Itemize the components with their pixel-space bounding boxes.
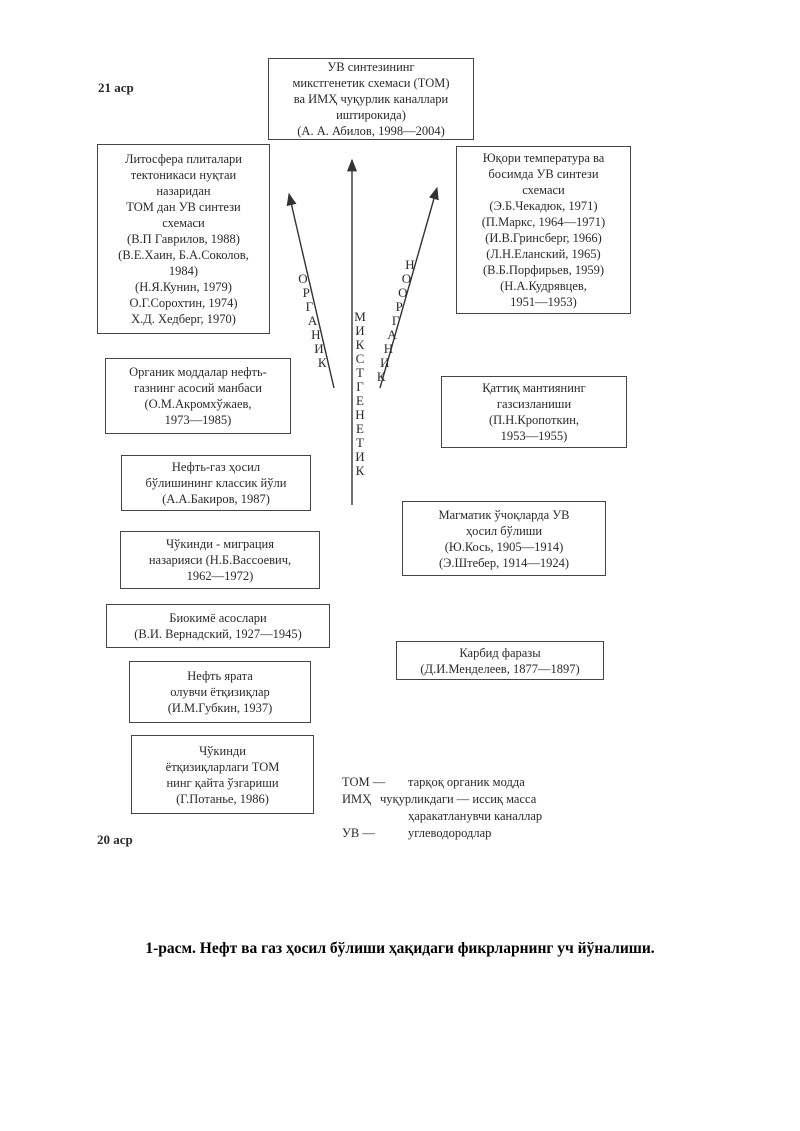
axis-letter: А bbox=[387, 327, 397, 342]
axis-letter: Е bbox=[356, 421, 364, 436]
inorganic-vertical-label bbox=[376, 257, 430, 384]
mixtgenetic-vertical-label bbox=[350, 310, 370, 478]
box-line: (Л.Н.Еланский, 1965) bbox=[486, 247, 601, 261]
box-line: (Д.И.Менделеев, 1877—1897) bbox=[420, 661, 580, 676]
box-line: (Э.Штебер, 1914—1924) bbox=[438, 555, 570, 570]
box-line: газсизланиши bbox=[496, 397, 572, 411]
box-line: Х.Д. Хедберг, 1970) bbox=[131, 312, 236, 326]
box-line: схемаси bbox=[522, 183, 565, 197]
legend-row bbox=[342, 791, 622, 808]
figure-caption: 1-расм. Нефт ва газ ҳосил бўлиши ҳақидаги фикрларнинг уч йўналиши. bbox=[145, 940, 655, 957]
axis-letter: Е bbox=[356, 393, 364, 408]
box-line: (Н.А.Кудрявцев, bbox=[500, 279, 587, 293]
box-line: (О.М.Акромхўжаев, bbox=[144, 397, 252, 411]
legend-abbr: УВ — bbox=[342, 826, 375, 840]
box-line: Қаттиқ мантиянинг bbox=[482, 381, 586, 395]
legend bbox=[342, 774, 622, 842]
axis-letter: Г bbox=[356, 379, 364, 394]
axis-letter: К bbox=[376, 369, 386, 384]
box-line: (Ю.Кось, 1905—1914) bbox=[444, 539, 564, 554]
box-line: тектоникаси нуқтаи bbox=[130, 168, 237, 182]
legend-definition: углеводородлар bbox=[408, 826, 492, 840]
legend-definition: чуқурликдаги — иссиқ масса bbox=[380, 792, 537, 806]
box-line: О.Г.Сорохтин, 1974) bbox=[129, 296, 238, 310]
legend-row bbox=[342, 825, 622, 842]
box-line: бўлишининг классик йўли bbox=[145, 476, 287, 490]
box-line: Магматик ўчоқларда УВ bbox=[438, 507, 570, 522]
box-line: Биокимё асослари bbox=[169, 611, 267, 625]
axis-letter: Т bbox=[356, 435, 364, 450]
legend-row bbox=[342, 808, 622, 825]
box-line: ётқизиқларлаги ТОМ bbox=[165, 759, 280, 774]
box-line: (И.В.Гринсберг, 1966) bbox=[485, 231, 602, 245]
axis-letter: С bbox=[355, 351, 365, 366]
axis-letter: К bbox=[355, 337, 365, 352]
box-line: 1951—1953) bbox=[510, 295, 577, 309]
box-line: Юқори температура ва bbox=[482, 151, 605, 165]
box-line: Чўкинди bbox=[199, 743, 246, 758]
box-line: (А. А. Абилов, 1998—2004) bbox=[297, 124, 445, 138]
organic-vertical-label bbox=[283, 271, 327, 370]
legend-row bbox=[342, 774, 622, 791]
axis-letter: Н bbox=[405, 257, 415, 272]
box-line: (В.П Гаврилов, 1988) bbox=[127, 232, 240, 246]
box-line: Нефть-газ ҳосил bbox=[171, 460, 261, 474]
axis-letter: Н bbox=[383, 341, 394, 356]
legend-definition: ҳаракатланувчи каналлар bbox=[408, 809, 543, 823]
box-line: (В.Б.Порфирьев, 1959) bbox=[482, 263, 605, 277]
box-line: Карбид фаразы bbox=[459, 645, 541, 660]
box-line: Нефть ярата bbox=[187, 669, 253, 683]
box-organic-source bbox=[105, 358, 291, 434]
box-line: нинг қайта ўзгариши bbox=[166, 775, 279, 790]
box-line: 1953—1955) bbox=[500, 429, 568, 443]
axis-letter: Н bbox=[311, 327, 321, 342]
box-line: иштирокида) bbox=[336, 108, 406, 122]
axis-letter: О bbox=[398, 285, 408, 300]
axis-letter: К bbox=[355, 463, 365, 478]
box-line: (А.А.Бакиров, 1987) bbox=[162, 492, 270, 506]
box-high-temperature bbox=[456, 146, 631, 314]
box-line: (В.Е.Хаин, Б.А.Соколов, bbox=[118, 248, 249, 262]
axis-letter: И bbox=[380, 355, 390, 370]
box-line: 1962—1972) bbox=[186, 569, 254, 583]
box-line: ТОМ дан УВ синтези bbox=[126, 200, 241, 214]
box-line: (Э.Б.Чекадюк, 1971) bbox=[489, 199, 598, 213]
box-line: олувчи ётқизиқлар bbox=[170, 685, 270, 699]
box-line: Литосфера плиталари bbox=[125, 152, 242, 166]
box-line: 1984) bbox=[168, 264, 199, 278]
box-line: (И.М.Губкин, 1937) bbox=[167, 701, 273, 715]
box-carbide-hypothesis bbox=[396, 641, 604, 680]
box-sediment-migration bbox=[120, 531, 320, 589]
box-line: УВ синтезининг bbox=[327, 60, 415, 74]
axis-letter: К bbox=[317, 355, 327, 370]
box-line: микстгенетик схемаси (ТОМ) bbox=[292, 76, 450, 90]
box-lithosphere-tectonics bbox=[97, 144, 270, 334]
box-line: Органик моддалар нефть- bbox=[129, 365, 267, 379]
axis-letter: И bbox=[355, 323, 365, 338]
box-line: назарияси (Н.Б.Вассоевич, bbox=[148, 553, 292, 567]
box-line: ва ИМҲ чуқурлик каналлари bbox=[293, 92, 449, 106]
box-biochemistry bbox=[106, 604, 330, 648]
axis-letter: О bbox=[298, 271, 308, 286]
axis-letter: Г bbox=[305, 299, 314, 314]
axis-letter: И bbox=[314, 341, 324, 356]
box-line: газнинг асосий манбаси bbox=[134, 381, 262, 395]
box-line: ҳосил бўлиши bbox=[465, 523, 543, 538]
axis-letter: М bbox=[354, 309, 366, 324]
box-mantle-degassing bbox=[441, 376, 627, 448]
axis-letter: Р bbox=[395, 299, 403, 314]
box-line: (П.Маркс, 1964—1971) bbox=[481, 215, 606, 229]
axis-letter: Р bbox=[302, 285, 310, 300]
box-oil-forming-deposits bbox=[129, 661, 311, 723]
box-line: Чўкинди - миграция bbox=[166, 537, 274, 551]
box-classic-path bbox=[121, 455, 311, 511]
box-line: схемаси bbox=[162, 216, 205, 230]
box-line: (Н.Я.Кунин, 1979) bbox=[135, 280, 232, 294]
box-mixtgenetic-scheme bbox=[268, 58, 474, 140]
axis-letter: Г bbox=[391, 313, 400, 328]
box-line: босимда УВ синтези bbox=[488, 167, 599, 181]
legend-abbr: ИМҲ bbox=[342, 792, 372, 806]
box-line: (П.Н.Кропоткин, bbox=[488, 413, 580, 427]
box-sediment-transformation bbox=[131, 735, 314, 814]
axis-letter: И bbox=[355, 449, 365, 464]
box-line: назаридан bbox=[156, 184, 211, 198]
century-20-label: 20 аср bbox=[97, 832, 133, 847]
axis-letter: О bbox=[401, 271, 412, 286]
box-line: 1973—1985) bbox=[164, 413, 232, 427]
axis-letter: Н bbox=[355, 407, 365, 422]
axis-letter: А bbox=[307, 313, 318, 328]
century-21-label: 21 аср bbox=[98, 80, 134, 95]
box-magmatic-sources bbox=[402, 501, 606, 576]
box-line: (Г.Потанье, 1986) bbox=[176, 791, 269, 806]
box-line: (В.И. Вернадский, 1927—1945) bbox=[134, 627, 302, 641]
axis-letter: Т bbox=[356, 365, 364, 380]
legend-definition: тарқоқ органик модда bbox=[408, 775, 525, 789]
legend-abbr: ТОМ — bbox=[342, 775, 386, 789]
